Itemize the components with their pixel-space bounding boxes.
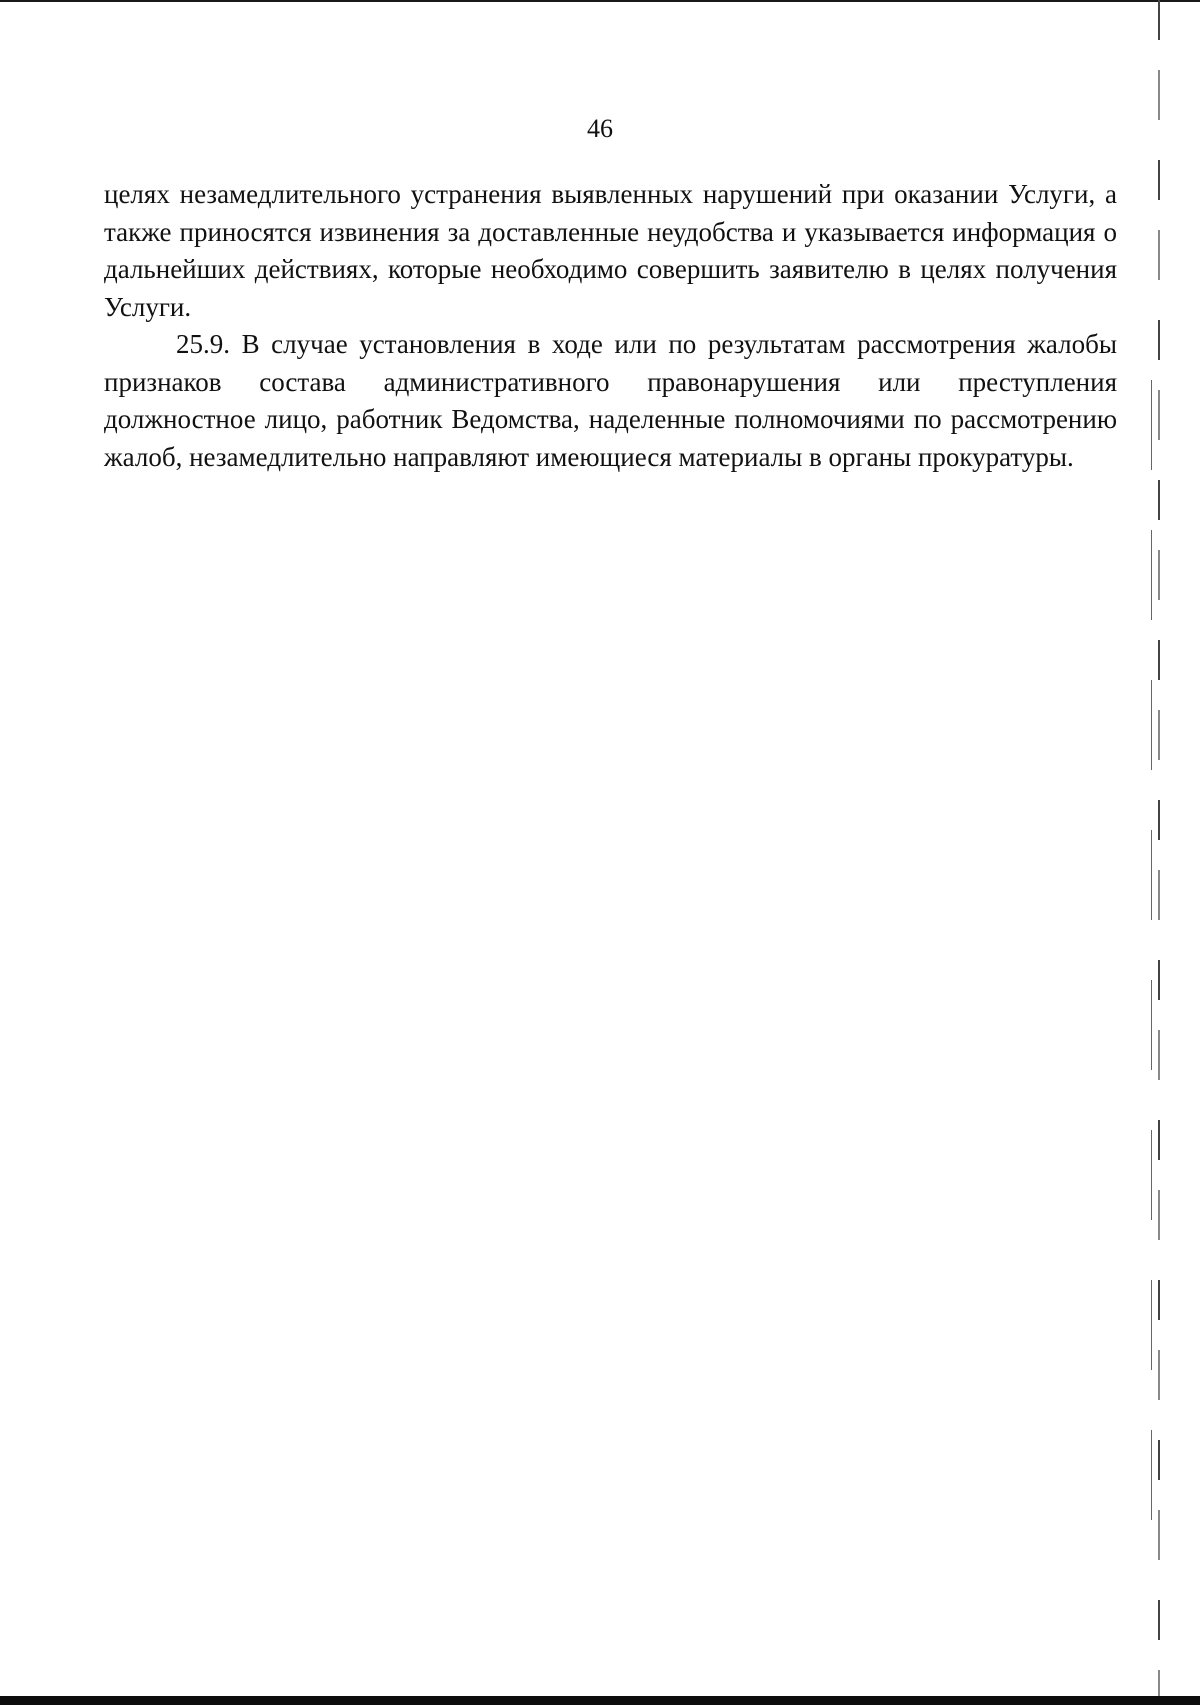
page-number: 46 [587, 114, 613, 143]
paragraph-clause-25-9: 25.9. В случае установления в ходе или по результатам рассмотрения жалобы признаков состава административного правонарушения или преступления должностное лицо, работник Ведомства, наделенные полномочиями по рассмотрению жалоб, незамедлительно направляют имеющиеся материалы в органы прокуратуры. [104, 329, 1117, 472]
scan-edge-right [1158, 0, 1160, 1696]
scan-edge-bottom [0, 1696, 1200, 1705]
paragraph-continuation: целях незамедлительного устранения выявленных нарушений при оказании Услуги, а также приносятся извинения за доставленные неудобства и указывается информация о дальнейших действиях, которые необходимо совершить заявителю в целях получения Услуги. [104, 179, 1117, 322]
body-text [104, 176, 1117, 476]
scan-edge-top [0, 0, 1200, 2]
scan-edge-right-inner [1151, 380, 1152, 1530]
